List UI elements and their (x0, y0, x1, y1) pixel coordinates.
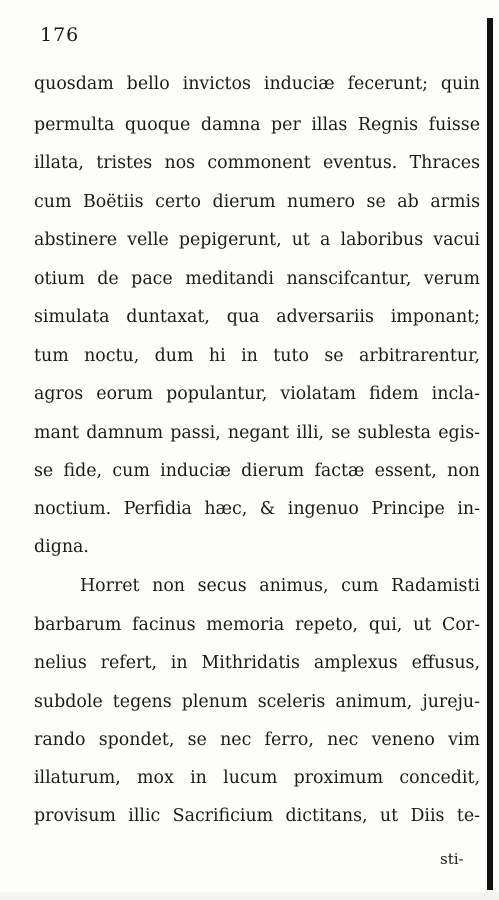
text-line: tum noctu, dum hi in tuto se arbitrarentur, (34, 346, 480, 366)
text-line: mant damnum passi, negant illi, se sublesta egis- (34, 423, 480, 443)
text-line: otium de pace meditandi nanscifcantur, verum (34, 269, 480, 289)
text-line: permulta quoque damna per illas Regnis fuisse (34, 115, 480, 135)
text-line: illaturum, mox in lucum proximum concedit, (34, 768, 480, 788)
text-line: nelius refert, in Mithridatis amplexus effusus, (34, 653, 480, 673)
text-line: subdole tegens plenum sceleris animum, jureju- (34, 692, 480, 712)
page-bottom-margin (0, 892, 499, 900)
catchword: sti- (440, 850, 464, 868)
page-edge-shadow (487, 18, 493, 890)
text-line: agros eorum populantur, violatam fidem incla- (34, 384, 480, 404)
text-line: barbarum facinus memoria repeto, qui, ut Cor- (34, 615, 480, 635)
text-line: provisum illic Sacrificium dictitans, ut Diis te- (34, 806, 480, 826)
text-line: simulata duntaxat, qua adversariis imponant; (34, 307, 480, 327)
page-number: 176 (40, 24, 80, 46)
text-line: rando spondet, se nec ferro, nec veneno vim (34, 730, 480, 750)
text-line: Horret non secus animus, cum Radamisti (80, 576, 480, 596)
text-line: illata, tristes nos commonent eventus. Thraces (34, 153, 480, 173)
text-line: se fide, cum induciæ dierum factæ essent, non (34, 461, 480, 481)
text-line: abstinere velle pepigerunt, ut a laboribus vacui (34, 230, 480, 250)
text-line: noctium. Perfidia hæc, & ingenuo Principe in- (34, 499, 480, 519)
text-line: digna. (34, 537, 89, 557)
text-line: quosdam bello invictos induciæ fecerunt; quin (34, 74, 480, 94)
text-line: cum Boëtiis certo dierum numero se ab armis (34, 192, 480, 212)
